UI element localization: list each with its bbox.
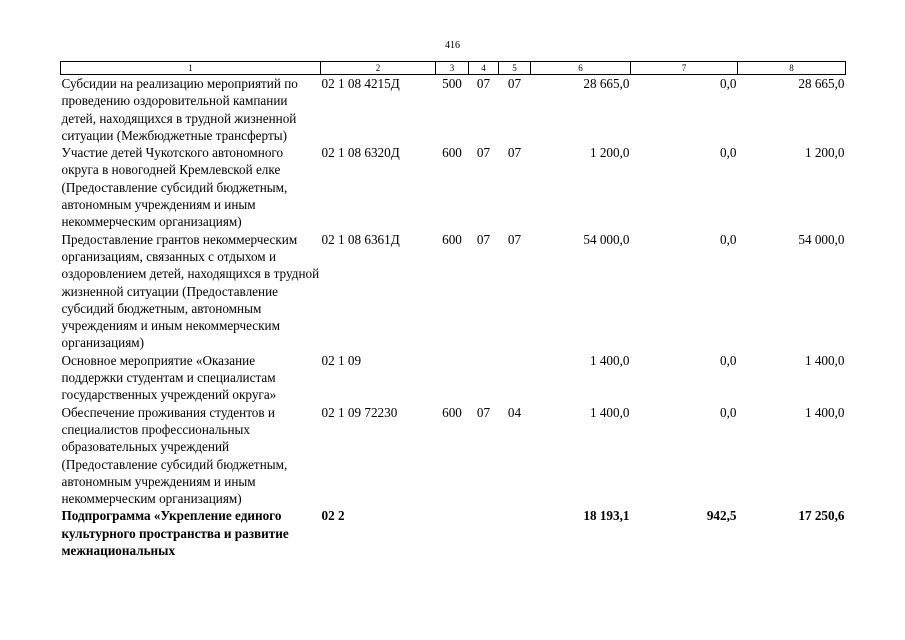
- row-vr: 500: [442, 76, 462, 91]
- row-sum-col8: 1 200,0: [804, 145, 845, 161]
- row-sum-col8: 17 250,6: [798, 508, 845, 524]
- row-sum-col7: 0,0: [720, 352, 737, 368]
- row-sum-col6: 1 200,0: [589, 145, 630, 161]
- table-row: [61, 75, 846, 145]
- row-name: Основное мероприятие «Оказание поддержки студентам и специалистам государственных учреждений округа»: [61, 352, 277, 403]
- row-rz: 07: [476, 231, 491, 247]
- row-name: Участие детей Чукотского автономного округа в новогодней Кремлевской елке (Предоставление субсидий бюджетным, автономным учреждениям и иным некоммерческим организациям): [61, 145, 288, 230]
- row-pr: 07: [507, 76, 522, 91]
- row-rz: 07: [476, 404, 491, 420]
- row-sum-col8: 1 400,0: [804, 404, 845, 420]
- row-code: 02 1 08 6320Д: [321, 145, 400, 161]
- row-pr: [499, 352, 531, 404]
- row-code: 02 2: [321, 508, 345, 524]
- row-name: Предоставление грантов некоммерческим организациям, связанных с отдыхом и оздоровлением детей, находящихся в трудной жизненной ситуации (Предоставление субсидий бюджетным, автономным учреждениям и иным некоммерческим организациям): [61, 231, 320, 351]
- row-name: Обеспечение проживания студентов и специалистов профессиональных образовательных учреждений (Предоставление субсидий бюджетным, автономным учреждениям и иным некоммерческим организациям): [61, 404, 288, 507]
- row-name: Субсидии на реализацию мероприятий по проведению оздоровительной кампании детей, находящихся в трудной жизненной ситуации (Межбюджетные трансферты): [61, 76, 298, 143]
- row-vr: 600: [442, 145, 462, 161]
- row-sum-col8: 1 400,0: [804, 352, 845, 368]
- row-sum-col7: 942,5: [706, 508, 737, 524]
- row-pr: 07: [507, 231, 522, 247]
- column-header: 5: [499, 62, 531, 75]
- column-header: 3: [436, 62, 469, 75]
- column-header: 1: [61, 62, 321, 75]
- row-name: Подпрограмма «Укрепление единого культурного пространства и развитие межнациональных: [61, 508, 289, 559]
- row-sum-col7: 0,0: [720, 231, 737, 247]
- table-row: [61, 352, 846, 404]
- column-header: 7: [631, 62, 738, 75]
- row-vr: 600: [442, 231, 462, 247]
- row-sum-col7: 0,0: [720, 76, 737, 91]
- row-sum-col8: 54 000,0: [798, 231, 845, 247]
- column-header: 2: [321, 62, 436, 75]
- row-rz: 07: [476, 145, 491, 161]
- budget-table: [60, 61, 846, 559]
- row-rz: [469, 352, 499, 404]
- table-row: [61, 404, 846, 508]
- column-header: 6: [531, 62, 631, 75]
- row-sum-col6: 1 400,0: [589, 352, 630, 368]
- column-header: 8: [738, 62, 846, 75]
- row-pr: 04: [507, 404, 522, 420]
- row-vr: [436, 352, 469, 404]
- table-row-subprogram: [61, 507, 846, 559]
- row-sum-col8: 28 665,0: [798, 76, 845, 91]
- row-pr: 07: [507, 145, 522, 161]
- row-sum-col6: 54 000,0: [583, 231, 630, 247]
- row-rz: [469, 507, 499, 559]
- row-code: 02 1 09: [321, 352, 362, 368]
- row-code: 02 1 09 72230: [321, 404, 398, 420]
- row-code: 02 1 08 4215Д: [321, 76, 400, 91]
- column-number-row: [61, 62, 846, 75]
- row-code: 02 1 08 6361Д: [321, 231, 400, 247]
- column-header: 4: [469, 62, 499, 75]
- row-sum-col6: 18 193,1: [583, 508, 630, 524]
- row-pr: [499, 507, 531, 559]
- row-vr: 600: [442, 404, 462, 420]
- row-sum-col7: 0,0: [720, 145, 737, 161]
- page-number: 416: [445, 40, 460, 51]
- row-sum-col7: 0,0: [720, 404, 737, 420]
- table-row: [61, 144, 846, 230]
- row-rz: 07: [476, 76, 491, 91]
- row-sum-col6: 1 400,0: [589, 404, 630, 420]
- table-row: [61, 231, 846, 352]
- row-sum-col6: 28 665,0: [583, 76, 630, 91]
- row-vr: [436, 507, 469, 559]
